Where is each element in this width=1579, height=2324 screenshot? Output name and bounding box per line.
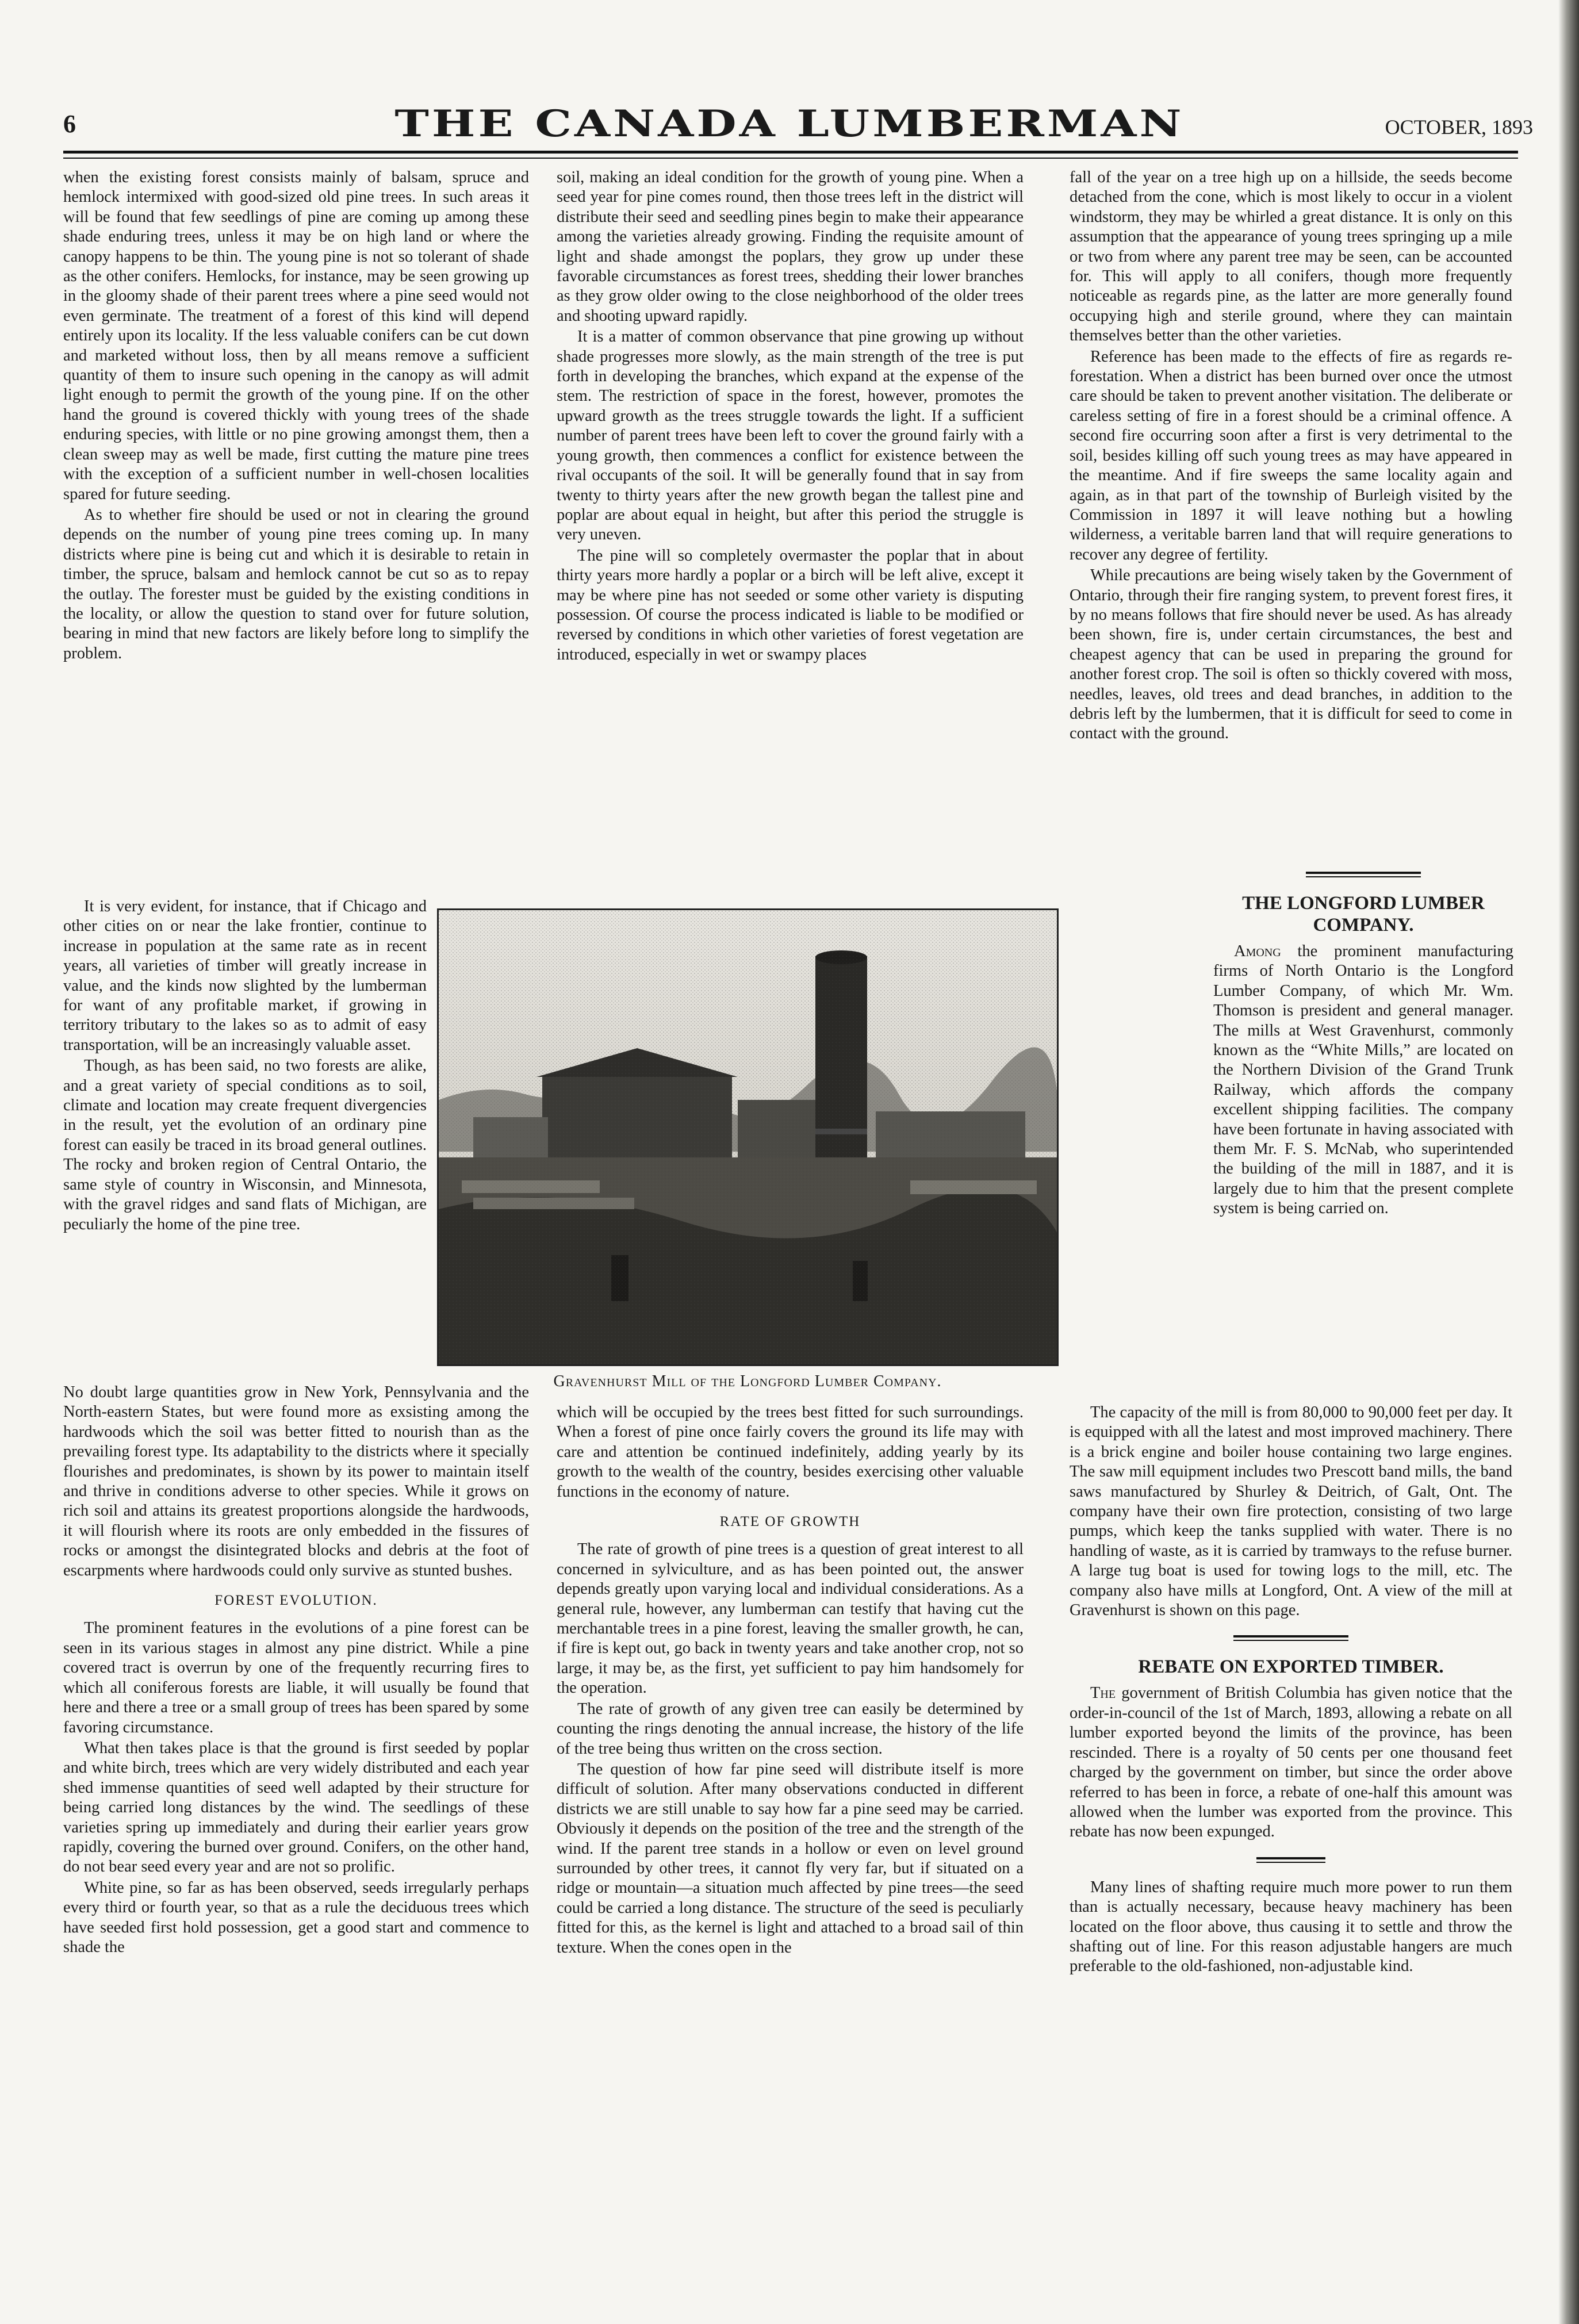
paragraph: The question of how far pine seed will distribute itself is more difficult of solution. After many observations conducted in different districts we are still unable to say how far a pine seed may be carried. Obviously it depends on the position of the tree and the strength of the wind. If the parent tree stands in a hollow or even on level ground surrounded by other trees, it cannot fly very far, but if situated on a ridge or mountain—a situation much affected by pine trees—the seed could be carried a long distance. The structure of the seed is peculiarly fitted for this, as the kernel is light and attached to a broad sail of thin texture. When the cones open in the — [557, 1760, 1024, 1957]
article-heading: THE LONGFORD LUMBER COMPANY. — [1242, 893, 1485, 935]
paragraph: Reference has been made to the effects of fire as regards re-forestation. When a district has been burned over once the utmost care should be taken to prevent another visitation. The deliberate or careless setting of fire in a forest should be a criminal offence. A second fire occurring soon after a first is very detrimental to the soil, besides killing off such young trees as may have appeared in the meantime. And if fire sweeps the same locality again and again, as in that part of the township of Burleigh visited by the Commission in 1897 it will leave nothing but a howling wilderness, a veritable barren land that will require generations to recover any degree of fertility. — [1070, 347, 1512, 563]
paragraph: It is very evident, for instance, that if Chicago and other cities on or near the lake frontier, continue to increase in population at the same rate as in recent years, all varieties of timber will greatly increase in value, and the kinds now slighted by the lumberman for want of any profitable market, if growing in territory tributary to the lakes so as to admit of easy transportation, will be an increasingly valuable asset. — [63, 898, 427, 1054]
page-number: 6 — [63, 110, 76, 138]
section-heading: RATE OF GROWTH — [719, 1514, 861, 1530]
paragraph: The rate of growth of pine trees is a question of great interest to all concerned in sylviculture, and as has been pointed out, the answer depends greatly upon varying local and individual considerations. As a general rule, however, any lumberman can testify that having cut the merchantable trees in a pine forest, leaving the smaller growth, he can, if fire is kept out, go back in twenty years and take another crop, not so large, it may be, as the first, yet sufficient to pay him handsomely for the operation. — [557, 1540, 1024, 1697]
paragraph: The pine will so completely overmaster the poplar that in about thirty years more hardly a poplar or a birch will be left alive, except it may be where pine has not seeded or some other variety is disputing possession. Of course the process indicated is liable to be modified or reversed by conditions in which other varieties of forest vegetation are introduced, especially in wet or swampy places — [557, 546, 1024, 664]
paragraph: While precautions are being wisely taken by the Government of Ontario, through their fire ranging system, to prevent forest fires, it by no means follows that fire should never be used. As has already been shown, fire is, under certain circumstances, the best and cheapest agency that can be used in preparing the ground for another forest crop. The soil is often so thickly covered with moss, needles, leaves, old trees and dead branches, in addition to the debris left by the lumbermen, that it is difficult for seed to come in contact with the ground. — [1070, 566, 1512, 743]
lead-word: The — [1090, 1684, 1116, 1702]
paragraph: The capacity of the mill is from 80,000 to 90,000 feet per day. It is equipped with all the latest and most improved machinery. There is a brick engine and boiler house containing two large engines. The saw mill equipment includes two Prescott band mills, the band saws manufactured by Shurley & Deitrich, of Galt, Ont. The company have their own fire protection, consisting of two large pumps, which keep the tanks supplied with water. There is no handling of waste, as it is carried by tramways to the refuse burner. A large tug boat is used for towing logs to the mill, etc. The company also have mills at Longford, Ont. A view of the mill at Gravenhurst is shown on this page. — [1070, 1403, 1512, 1620]
header-rule-thin — [63, 158, 1518, 159]
paragraph: soil, making an ideal condition for the growth of young pine. When a seed year for pine comes round, then those trees left in the district will distribute their seed and seedling pines begin to make their appearance among the varieties already growing. Finding the requisite amount of light and shade amongst the poplars, they grow up under these favorable circumstances as forest trees, shedding their lower branches as they grow older owing to the close neighborhood of the older trees and shooting upward rapidly. — [557, 168, 1024, 325]
masthead: THE CANADA LUMBERMAN — [394, 102, 1185, 145]
paragraph: Many lines of shafting require much more power to run them than is actually necessary, because heavy machinery has been located on the floor above, thus causing it to settle and throw the shafting out of line. For this reason adjustable hangers are much preferable to the old-fashioned, non-adjustable kind. — [1070, 1878, 1512, 1976]
paragraph: fall of the year on a tree high up on a hillside, the seeds become detached from the cone, which is most likely to occur in a violent windstorm, they may be whirled a great distance. It is only on this assumption that the appearance of young trees springing up a mile or two from where any parent tree may be seen, can be accounted for. This will apply to all conifers, though more frequently noticeable as regards pine, as the latter are more generally found occupying high and sterile ground, where they can maintain themselves better than the other varieties. — [1070, 168, 1512, 345]
column-3-top — [1070, 168, 1512, 876]
issue-date: OCTOBER, 1893 — [1385, 116, 1533, 139]
paragraph: What then takes place is that the ground is first seeded by poplar and white birch, trees which are very widely distributed and each year shed immense quantities of seed well adapted by their structure for being carried long distances by the wind. The seedlings of these varieties spring up immediately and during their earlier years grow rapidly, covering the burned over ground. Conifers, on the other hand, do not bear seed every year and are not so prolific. — [63, 1739, 529, 1876]
paragraph: It is a matter of common observance that pine growing up without shade progresses more slowly, as the main strength of the tree is put forth in developing the branches, which expand at the expense of the stem. The restriction of space in the forest, however, promotes the upward growth as the trees struggle towards the light. If a sufficient number of parent trees have been left to cover the ground fairly with a young growth, then commences a conflict for existence between the rival occupants of the soil. It will be generally found that in say from twenty to thirty years after the new growth began the tallest pine and poplar are about equal in height, but after this period the struggle is very uneven. — [557, 328, 1024, 544]
mill-illustration — [439, 910, 1057, 1364]
column-3-bottom — [1070, 1403, 1512, 2300]
section-divider — [1256, 1862, 1325, 1863]
paragraph: which will be occupied by the trees best fitted for such surroundings. When a forest of pine once fairly covers the ground its life may with care and attention be continued indefinitely, adding yearly by its growth to the wealth of the country, besides exercising other valuable functions in the economy of nature. — [557, 1403, 1024, 1501]
paragraph-text: government of British Columbia has given notice that the order-in-council of the 1st of March, 1893, allowing a rebate on all lumber exported beyond the limits of the province, has been rescinded. There is a royalty of 50 cents per one thousand feet charged by the government on timber, but since the order above referred to has been in force, a rebate of one-half this amount was allowed when the lumber was exported from the province. This rebate has now been expunged. — [1070, 1684, 1512, 1841]
column-3-narrow — [1213, 857, 1513, 1400]
paragraph: The prominent features in the evolutions of a pine forest can be seen in its various stages in almost any pine district. While a pine covered tract is overrun by one of the frequently recurring fires to which all coniferous forests are liable, it will usually be found that here and there a tree or a small group of trees has been spared by some favoring circumstance. — [63, 1619, 529, 1736]
section-divider — [1233, 1640, 1348, 1641]
column-1-top — [63, 168, 529, 896]
header-rule — [63, 151, 1518, 154]
paragraph: Though, as has been said, no two forests are alike, and a great variety of special conditions as to soil, climate and location may create frequent divergencies in the result, yet the evolution of an ordinary pine forest can easily be traced in its broad general outlines. The rocky and broken region of Central Ontario, the same style of country in Wisconsin, and Minnesota, with the gravel ridges and sand flats of Michigan, are peculiarly the home of the pine tree. — [63, 1057, 427, 1233]
section-divider — [1256, 1857, 1325, 1859]
column-2-bottom — [557, 1403, 1024, 2300]
paragraph: when the existing forest consists mainly of balsam, spruce and hemlock intermixed with good-sized old pine trees. In such areas it will be found that few seedlings of pine are coming up among these shade enduring trees, unless it may be on high land or where the canopy happens to be thin. The young pine is not so tolerant of shade as the other conifers. Hemlocks, for instance, may be seen growing up in the gloomy shade of their parent trees where a pine seed would not even germinate. The treatment of a forest of this kind will depend entirely upon its locality. If the less valuable conifers can be cut down and marketed without loss, then by all means remove a sufficient quantity of them to insure such opening in the canopy as will admit light enough to permit the growth of the young pine. If on the other hand the ground is covered thickly with young trees of the shade enduring species, with little or no pine growing amongst them, then a clean sweep may as well be made, first cutting the mature pine trees with the exception of a sufficient number in well-chosen localities spared for future seeding. — [63, 168, 529, 503]
column-2-top — [557, 168, 1024, 899]
section-divider — [1233, 1635, 1348, 1637]
paragraph: No doubt large quantities grow in New York, Pennsylvania and the North-eastern States, but were found more as exsisting among the hardwoods which the soil was better fitted to nourish than as the prevailing forest type. Its adaptability to the districts where it specially flourishes and predominates, is shown by its power to maintain itself and thrive in conditions adverse to other species. While it grows on rich soil and attains its greatest proportions alongside the hardwoods, it will flourish where its roots are only embedded in the fissures of rocks or amongst the disintegrated blocks and debris at the foot of escarpments where hardwoods could only survive as stunted bushes. — [63, 1383, 529, 1579]
column-1-narrow — [63, 897, 427, 1380]
mill-photograph — [437, 908, 1059, 1366]
paragraph-text: the prominent manufacturing firms of North Ontario is the Longford Lumber Company, of which Mr. Wm. Thomson is president and general manager. The mills at West Gravenhurst, commonly known as the “White Mills,” are located on the Northern Division of the Grand Trunk Railway, which affords the company excellent shipping facilities. The company have been fortunate in having associated with them Mr. F. S. McNab, who superintended the building of the mill in 1887, and it is largely due to him that the present complete system is being carried on. — [1213, 942, 1513, 1218]
paragraph: As to whether fire should be used or not in clearing the ground depends on the number of young pine trees coming up. In many districts where pine is being cut and which it is desirable to retain in timber, the spruce, balsam and hemlock cannot be cut so as to repay the outlay. The forester must be guided by the existing conditions in the locality, or allow the question to stand over for future solution, bearing in mind that new factors are likely before long to simplify the problem. — [63, 505, 529, 662]
page-edge-shadow — [1558, 0, 1579, 2324]
paragraph: White pine, so far as has been observed, seeds irregularly perhaps every third or fourth year, so that as a rule the deciduous trees which have seeded first hold possession, get a good start and commence to shade the — [63, 1878, 529, 1956]
section-divider — [1306, 872, 1421, 874]
article-heading: REBATE ON EXPORTED TIMBER. — [1138, 1656, 1444, 1678]
section-heading: FOREST EVOLUTION. — [214, 1593, 378, 1609]
column-1-bottom — [63, 1383, 529, 2280]
paragraph: The rate of growth of any given tree can easily be determined by counting the rings denoting the annual increase, the history of the life of the tree being thus written on the cross section. — [557, 1700, 1024, 1758]
section-divider — [1306, 876, 1421, 877]
figure-caption: Gravenhurst Mill of the Longford Lumber Company. — [553, 1372, 942, 1390]
lead-word: Among — [1234, 942, 1281, 960]
